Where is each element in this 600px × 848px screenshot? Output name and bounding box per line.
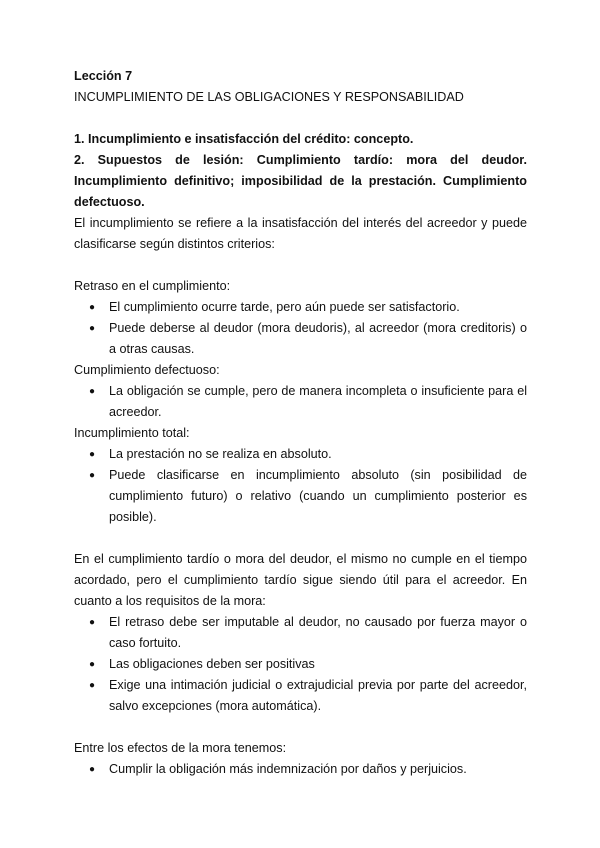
bullet-icon: ●: [89, 449, 96, 460]
list-item: [89, 465, 527, 528]
list-item: [89, 297, 527, 318]
list-item-text: La obligación se cumple, pero de manera incompleta o insuficiente para el acreedor.: [109, 384, 527, 419]
bullet-icon: ●: [89, 659, 96, 670]
list-item: [89, 381, 527, 423]
list-item-text: El cumplimiento ocurre tarde, pero aún puede ser satisfactorio.: [109, 300, 460, 314]
list-item-text: Cumplir la obligación más indemnización por daños y perjuicios.: [109, 762, 467, 776]
list-item: [89, 654, 527, 675]
document-page: [74, 66, 527, 780]
list-item-text: Puede deberse al deudor (mora deudoris), al acreedor (mora creditoris) o a otras causas.: [109, 321, 527, 356]
topic-item: 2. Supuestos de lesión: Cumplimiento tardío: mora del deudor. Incumplimiento definitivo; imposibilidad de la prestación. Cumplimiento defectuoso.: [74, 153, 527, 209]
list-item: [89, 612, 527, 654]
bullet-icon: ●: [89, 470, 96, 481]
topic-item: 1. Incumplimiento e insatisfacción del crédito: concepto.: [74, 132, 414, 146]
category-delay: [74, 276, 527, 360]
list-item: [89, 444, 527, 465]
list-item-text: La prestación no se realiza en absoluto.: [109, 447, 332, 461]
bullet-icon: ●: [89, 323, 96, 334]
category-label: Incumplimiento total:: [74, 426, 190, 440]
intro-paragraph: El incumplimiento se refiere a la insatisfacción del interés del acreedor y puede clasificarse según distintos criterios:: [74, 216, 527, 251]
bullet-list: [74, 381, 527, 423]
list-item: [89, 675, 527, 717]
lesson-number: Lección 7: [74, 69, 133, 83]
list-item-text: Las obligaciones deben ser positivas: [109, 657, 315, 671]
list-item: [89, 759, 527, 780]
bullet-icon: ●: [89, 386, 96, 397]
list-item-text: El retraso debe ser imputable al deudor, no causado por fuerza mayor o caso fortuito.: [109, 615, 527, 650]
mora-paragraph: En el cumplimiento tardío o mora del deudor, el mismo no cumple en el tiempo acordado, pero el cumplimiento tardío sigue siendo útil para el acreedor. En cuanto a los requisitos de la mora:: [74, 552, 527, 608]
bullet-list: [74, 444, 527, 528]
bullet-icon: ●: [89, 617, 96, 628]
bullet-list: [74, 297, 527, 360]
bullet-icon: ●: [89, 302, 96, 313]
topics-list: [74, 129, 527, 213]
category-label: Retraso en el cumplimiento:: [74, 279, 231, 293]
category-total: [74, 423, 527, 528]
list-item-text: Puede clasificarse en incumplimiento absoluto (sin posibilidad de cumplimiento futuro) o relativo (cuando un cumplimiento posterior es posible).: [109, 468, 527, 524]
category-label: Cumplimiento defectuoso:: [74, 363, 220, 377]
effects-label: Entre los efectos de la mora tenemos:: [74, 741, 287, 755]
list-item: [89, 318, 527, 360]
bullet-icon: ●: [89, 680, 96, 691]
bullet-list: [74, 759, 527, 780]
lesson-title: INCUMPLIMIENTO DE LAS OBLIGACIONES Y RESPONSABILIDAD: [74, 90, 464, 104]
list-item-text: Exige una intimación judicial o extrajudicial previa por parte del acreedor, salvo excepciones (mora automática).: [109, 678, 527, 713]
bullet-list: [74, 612, 527, 717]
bullet-icon: ●: [89, 764, 96, 775]
category-defective: [74, 360, 527, 423]
